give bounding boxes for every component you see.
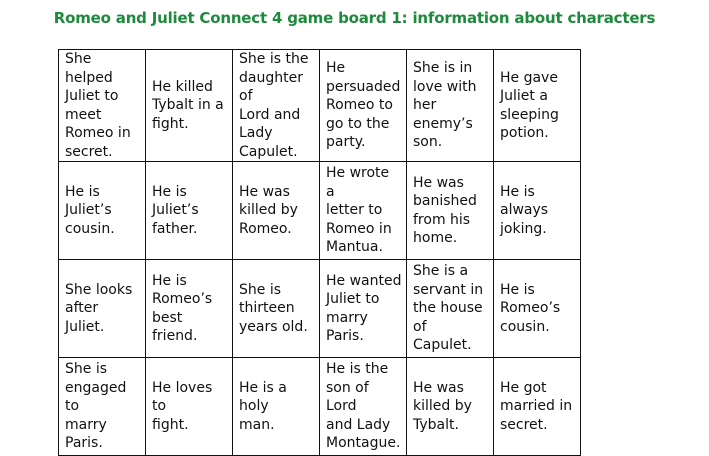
board-cell[interactable] [407,50,494,162]
cell-text-line: engaged to [65,379,127,415]
cell-text-line: Romeo in [326,220,392,237]
cell-text-line: Lord and [239,106,301,123]
board-cell[interactable] [320,358,407,456]
cell-text-line: thirteen [239,300,295,317]
page-title: Romeo and Juliet Connect 4 game board 1: information about characters [53,9,656,27]
cell-text-line: He [326,60,346,77]
cell-text-line: man. [239,416,275,433]
cell-text-line: love with [413,78,477,95]
cell-text-line: He is [500,281,535,298]
board-cell[interactable] [59,358,146,456]
cell-text-line: He was [413,379,464,396]
cell-text-line: cousin. [500,318,550,335]
cell-text-line: He is [65,183,100,200]
cell-text-line: Romeo. [239,220,292,237]
cell-text-line: Romeo in [65,125,131,141]
cell-text-line: She is in [413,60,473,77]
cell-text-line: He is [500,183,535,200]
cell-text-line: secret. [500,416,548,433]
cell-text-line: killed by [413,398,472,415]
cell-text-line: best friend. [152,309,198,344]
cell-text-line: joking. [500,220,547,237]
cell-text-line: She is a [413,263,469,280]
board-cell[interactable] [320,50,407,162]
cell-text-line: daughter of [239,69,303,104]
cell-text-line: marry Paris. [326,309,368,344]
cell-text-line: meet [65,106,102,123]
cell-text-line: fight. [152,416,189,433]
board-cell[interactable] [233,50,320,162]
cell-text-line: Mantua. [326,239,383,256]
cell-text-line: He is [152,272,187,289]
cell-text-line: Romeo to [326,97,393,114]
cell-text-line: from his [413,211,471,228]
cell-text-line: always [500,202,549,219]
cell-text-line: She helped [65,51,113,86]
cell-text-line: married in [500,398,573,415]
cell-text-line: son. [413,134,443,151]
board-cell[interactable] [320,162,407,260]
board-cell[interactable] [59,162,146,260]
cell-text-line: He is the [326,361,389,378]
cell-text-line: He killed [152,78,213,95]
board-cell[interactable] [146,358,233,456]
cell-text-line: and Lady [326,416,391,433]
cell-text-line: years old. [239,318,308,335]
cell-text-line: He got [500,379,547,396]
board-cell[interactable] [407,162,494,260]
cell-text-line: servant in [413,281,484,298]
cell-text-line: She looks [65,281,133,298]
cell-text-line: sleeping [500,106,559,123]
cell-text-line: father. [152,220,198,237]
board-cell[interactable] [494,162,581,260]
board-row [59,162,581,260]
game-board-body [59,50,581,456]
cell-text-line: letter to [326,202,383,219]
cell-text-line: fight. [152,115,189,132]
cell-text-line: potion. [500,125,549,141]
cell-text-line: He loves to [152,379,213,415]
cell-text-line: the house [413,300,483,317]
cell-text-line: party. [326,134,366,151]
cell-text-line: home. [413,230,458,246]
cell-text-line: go to the [326,115,390,132]
cell-text-line: Juliet a [500,88,548,104]
board-cell[interactable] [233,162,320,260]
cell-text-line: marry Paris. [65,416,107,452]
cell-text-line: Juliet’s [65,202,112,219]
cell-text-line: Juliet to [326,291,380,307]
cell-text-line: cousin. [65,220,115,237]
cell-text-line: killed by [239,202,298,219]
board-cell[interactable] [59,260,146,358]
cell-text-line: Juliet. [65,318,105,335]
cell-text-line: Lady [239,125,273,141]
board-row [59,260,581,358]
cell-text-line: Tybalt. [413,416,459,433]
board-cell[interactable] [494,50,581,162]
cell-text-line: son of Lord [326,379,369,415]
cell-text-line: Romeo’s [152,291,213,307]
board-cell[interactable] [146,260,233,358]
cell-text-line: Tybalt in a [152,97,224,114]
cell-text-line: after [65,300,99,317]
cell-text-line: Juliet to [65,88,119,104]
cell-text-line: Capulet. [239,143,298,160]
cell-text-line: secret. [65,143,113,160]
board-cell[interactable] [59,50,146,162]
cell-text-line: Montague. [326,435,401,452]
board-cell[interactable] [407,260,494,358]
cell-text-line: He wrote a [326,165,390,200]
board-cell[interactable] [146,162,233,260]
cell-text-line: Romeo’s [500,300,561,317]
board-row [59,50,581,162]
board-cell[interactable] [494,358,581,456]
board-cell[interactable] [146,50,233,162]
cell-text-line: She is [65,361,108,378]
connect-4-game-board [58,49,581,456]
cell-text-line: He was [239,183,290,200]
cell-text-line: of Capulet. [413,318,472,354]
cell-text-line: her enemy’s [413,97,473,132]
cell-text-line: He wanted [326,272,402,289]
board-cell[interactable] [233,358,320,456]
board-cell[interactable] [494,260,581,358]
cell-text-line: Juliet’s [152,202,199,219]
board-cell[interactable] [407,358,494,456]
board-cell[interactable] [320,260,407,358]
cell-text-line: banished [413,193,477,209]
cell-text-line: She is the [239,51,309,67]
board-cell[interactable] [233,260,320,358]
cell-text-line: persuaded [326,78,401,95]
board-row [59,358,581,456]
cell-text-line: He gave [500,69,558,86]
cell-text-line: He was [413,174,464,191]
cell-text-line: He is [152,183,187,200]
cell-text-line: He is a holy [239,379,287,415]
cell-text-line: She is [239,281,282,298]
